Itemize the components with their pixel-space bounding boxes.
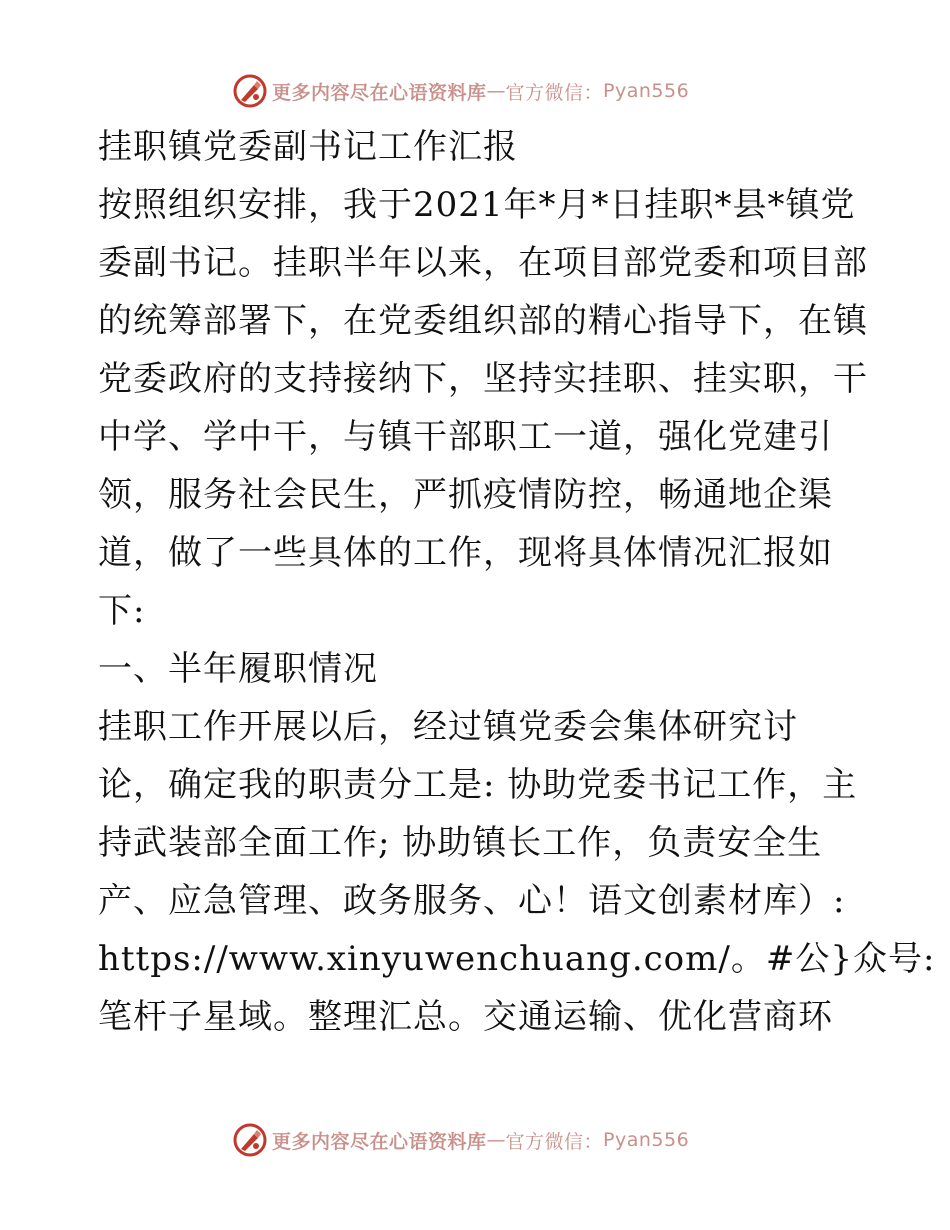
intro-line: 按照组织安排，我于2021年*月*日挂职*县*镇党 xyxy=(98,185,856,225)
section-heading: 一、半年履职情况 xyxy=(98,649,378,689)
section1-paragraph xyxy=(98,698,936,1046)
intro-line: 党委政府的支持接纳下，坚持实挂职、挂实职，干 xyxy=(98,359,868,399)
watermark-sub-text: 官方微信： xyxy=(505,81,604,104)
intro-line: 道，做了一些具体的工作，现将具体情况汇报如 xyxy=(98,533,833,573)
watermark-main-text: 更多内容尽在心语资料库 xyxy=(272,81,487,104)
section1-line: 挂职工作开展以后，经过镇党委会集体研究讨 xyxy=(98,707,798,747)
intro-line: 的统筹部署下，在党委组织部的精心指导下，在镇 xyxy=(98,301,868,341)
section1-line: 持武装部全面工作; 协助镇长工作，负责安全生 xyxy=(98,823,823,863)
watermark-separator: — xyxy=(486,1129,506,1151)
intro-paragraph xyxy=(98,176,868,640)
watermark-separator: — xyxy=(486,80,506,102)
watermark-wechat-id: Pyan556 xyxy=(603,1129,690,1151)
document-body xyxy=(98,118,936,1046)
intro-line: 中学、学中干，与镇干部职工一道，强化党建引 xyxy=(98,417,833,457)
watermark-main-text: 更多内容尽在心语资料库 xyxy=(272,1130,487,1153)
watermark-sub-text: 官方微信： xyxy=(505,1130,604,1153)
document-title: 挂职镇党委副书记工作汇报 xyxy=(98,127,518,167)
section1-line: 论，确定我的职责分工是: 协助党委书记工作，主 xyxy=(98,765,858,805)
footer-watermark xyxy=(232,1120,732,1160)
pen-logo-icon xyxy=(232,1122,268,1158)
section1-line: 笔杆子星域。整理汇总。交通运输、优化营商环 xyxy=(98,997,833,1037)
pen-logo-icon xyxy=(232,73,268,109)
intro-line: 委副书记。挂职半年以来，在项目部党委和项目部 xyxy=(98,243,868,283)
intro-line: 下: xyxy=(98,591,146,631)
header-watermark xyxy=(232,71,732,111)
intro-line: 领，服务社会民生，严抓疫情防控，畅通地企渠 xyxy=(98,475,833,515)
watermark-wechat-id: Pyan556 xyxy=(603,80,690,102)
section1-link-line: https://www.xinyuwenchuang.com/。#公}众号: xyxy=(98,939,936,979)
section1-line: 产、应急管理、政务服务、心！语文创素材库）: xyxy=(98,881,846,921)
